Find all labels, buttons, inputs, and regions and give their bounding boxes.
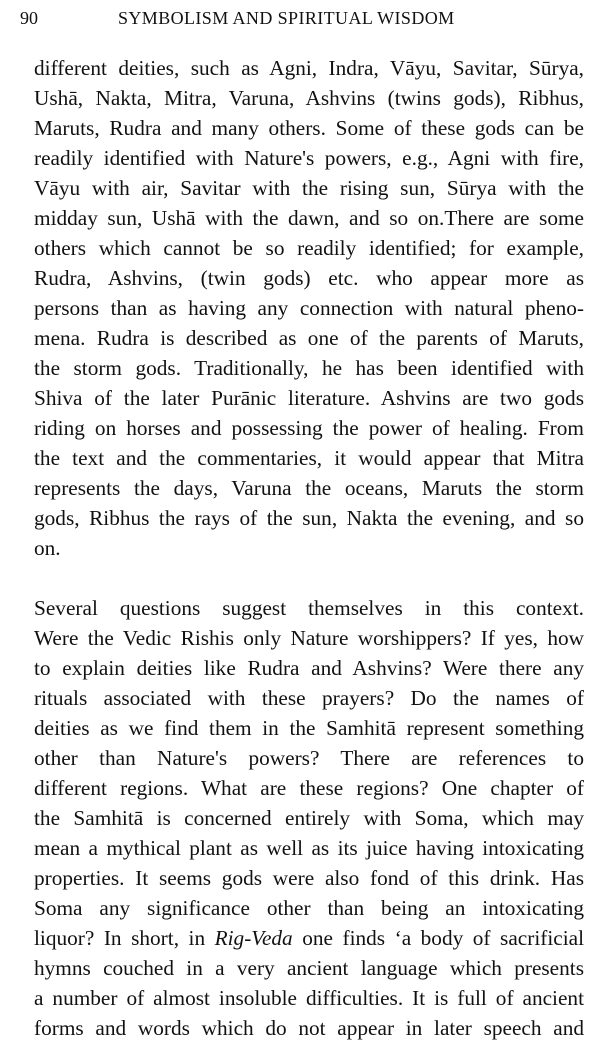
text-line: the storm gods. Traditionally, he has been identified with: [34, 356, 584, 380]
page-number: 90: [20, 8, 38, 28]
text-line-with-italic: [34, 923, 584, 953]
text-fragment: one finds ‘a body of sacrificial: [292, 926, 584, 950]
text-line: rituals associated with these prayers? Do the names of: [34, 686, 584, 710]
text-line: Soma any significance other than being an intoxicating: [34, 896, 584, 920]
text-line: the text and the commentaries, it would appear that Mitra: [34, 446, 584, 470]
paragraph-gap: [34, 563, 584, 593]
text-line: mean a mythical plant as well as its juice having intoxicating: [34, 836, 584, 860]
body-text: [34, 53, 584, 1043]
text-line: gods, Ribhus the rays of the sun, Nakta the evening, and so: [34, 506, 584, 530]
text-line: deities as we find them in the Samhitā represent something: [34, 716, 584, 740]
text-line: mena. Rudra is described as one of the parents of Maruts,: [34, 326, 584, 350]
text-line: Were the Vedic Rishis only Nature worshippers? If yes, how: [34, 626, 584, 650]
text-line: the Samhitā is concerned entirely with Soma, which may: [34, 806, 584, 830]
text-line: hymns couched in a very ancient language which presents: [34, 956, 584, 980]
text-line: other than Nature's powers? There are references to: [34, 746, 584, 770]
text-line: others which cannot be so readily identified; for example,: [34, 236, 584, 260]
text-line: midday sun, Ushā with the dawn, and so on.There are some: [34, 206, 584, 230]
text-line: a number of almost insoluble difficulties. It is full of ancient: [34, 986, 584, 1010]
italic-title: Rig-Veda: [214, 926, 293, 950]
text-line: Maruts, Rudra and many others. Some of these gods can be: [34, 116, 584, 140]
text-line: to explain deities like Rudra and Ashvins? Were there any: [34, 656, 584, 680]
text-line: different deities, such as Agni, Indra, Vāyu, Savitar, Sūrya,: [34, 56, 584, 80]
text-line: forms and words which do not appear in later speech and: [34, 1016, 584, 1040]
text-line: on.: [34, 536, 61, 560]
text-line: Rudra, Ashvins, (twin gods) etc. who appear more as: [34, 266, 584, 290]
text-line: Several questions suggest themselves in this context.: [34, 596, 584, 620]
text-line: persons than as having any connection with natural pheno-: [34, 296, 584, 320]
text-line: properties. It seems gods were also fond of this drink. Has: [34, 866, 584, 890]
text-line: Ushā, Nakta, Mitra, Varuna, Ashvins (twins gods), Ribhus,: [34, 86, 584, 110]
text-line: readily identified with Nature's powers, e.g., Agni with fire,: [34, 146, 584, 170]
text-fragment: liquor? In short, in: [34, 926, 215, 950]
text-line: different regions. What are these regions? One chapter of: [34, 776, 584, 800]
text-line: riding on horses and possessing the power of healing. From: [34, 416, 584, 440]
running-head-title: SYMBOLISM AND SPIRITUAL WISDOM: [118, 8, 455, 28]
text-line: Vāyu with air, Savitar with the rising sun, Sūrya with the: [34, 176, 584, 200]
text-line: Shiva of the later Purānic literature. Ashvins are two gods: [34, 386, 584, 410]
page-header: [20, 8, 580, 30]
text-line: represents the days, Varuna the oceans, Maruts the storm: [34, 476, 584, 500]
